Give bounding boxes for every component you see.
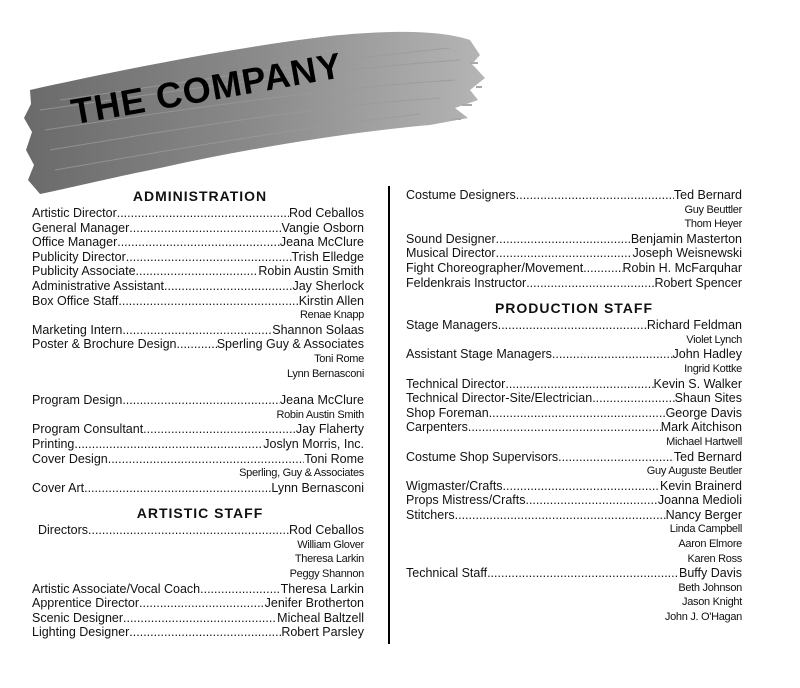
credit-name: Trish Elledge [291,249,364,264]
credit-role: Publicity Director [32,249,126,264]
credit-name: Toni Rome [304,451,364,466]
credit-name: Nancy Berger [665,507,742,522]
credit-line [32,279,368,294]
credit-role: Stage Managers [406,318,498,333]
dot-leader [164,279,292,294]
credit-line [406,420,742,435]
credit-role: Lighting Designer [32,625,130,640]
credit-additional-name: Theresa Larkin [294,553,364,566]
credit-role: Sound Designer [406,231,496,246]
credit-additional-name: Beth Johnson [678,581,742,594]
left-column [32,188,368,640]
credit-line [32,625,368,640]
credit-role: Printing [32,436,75,451]
credit-role: Costume Shop Supervisors [406,449,559,464]
credit-name: Robert Spencer [654,275,742,290]
credit-line [406,493,742,508]
page-title: THE COMPANY [68,44,346,133]
credit-role: Technical Staff [406,566,488,581]
credit-additional-name: Lynn Bernasconi [286,367,364,380]
dot-leader [139,596,265,611]
credit-name: Mark Aitchison [660,420,742,435]
dot-leader [88,523,289,538]
credit-line [32,337,368,352]
credit-name: Jay Sherlock [292,278,364,293]
credit-additional-name: Michael Hartwell [666,435,742,448]
credit-name: Theresa Larkin [280,581,364,596]
administration-list [32,206,368,381]
credit-role: Cover Design [32,451,108,466]
administration-heading: ADMINISTRATION [132,188,268,204]
credit-line [406,261,742,276]
credit-additional-name: Guy Beuttler [684,203,742,216]
credit-name: Micheal Baltzell [277,610,364,625]
credit-role: Musical Director [406,246,496,261]
credit-name: Buffy Davis [679,566,742,581]
credit-line [32,452,368,467]
credit-line [32,481,368,496]
credit-role: Publicity Associate [32,264,136,279]
credit-role: Directors [38,523,89,538]
credit-name: Kirstin Allen [298,293,364,308]
dot-leader [84,481,271,496]
dot-leader [592,391,674,406]
dot-leader [489,406,666,421]
credit-role: Assistant Stage Managers [406,347,552,362]
credit-additional-name: Renae Knapp [300,309,364,322]
dot-leader [455,508,666,523]
credit-name: Jeana McClure [279,393,364,408]
artistic-staff-list [32,523,368,640]
credit-line [406,377,742,392]
credit-role: Wigmaster/Crafts [406,478,503,493]
dot-leader [503,479,660,494]
dot-leader [122,323,272,338]
credit-name: Robin H. McFarquhar [622,260,742,275]
dot-leader [505,377,653,392]
credit-role: Program Design [32,393,123,408]
credit-role: Program Consultant [32,422,144,437]
credit-additional-name: Peggy Shannon [289,568,364,581]
credit-role: Artistic Director [32,206,117,220]
dot-leader [487,566,679,581]
credit-role: Fight Choreographer/Movement [406,260,584,275]
credit-name: Ted Bernard [673,188,742,202]
dot-leader [122,393,280,408]
credit-name: Shaun Sites [674,391,742,406]
credit-line [406,246,742,261]
credit-name: Joslyn Morris, Inc. [263,436,364,451]
credit-name: Kevin S. Walker [653,376,742,391]
credit-name: Jenifer Brotherton [264,596,364,611]
credit-line [406,276,742,291]
dot-leader [200,582,280,597]
dot-leader [129,625,281,640]
credit-name: Benjamin Masterton [630,231,742,246]
credit-name: Robin Austin Smith [258,264,364,279]
credit-name: Sperling Guy & Associates [216,337,364,352]
credit-line [406,347,742,362]
credit-line [406,406,742,421]
dot-leader [117,235,280,250]
dot-leader [468,420,661,435]
credit-additional-name: Ingrid Kottke [684,362,742,375]
credit-role: Poster & Brochure Design [32,337,177,352]
dot-leader [516,188,674,203]
credit-name: Joanna Medioli [657,493,742,508]
administration-list-2 [32,393,368,495]
credit-line [32,235,368,250]
dot-leader [496,232,631,247]
dot-leader [496,246,633,261]
credit-role: Office Manager [32,235,118,250]
dot-leader [118,294,298,309]
credit-name: Rod Ceballos [288,206,364,220]
credit-name: Kevin Brainerd [660,478,742,493]
credit-role: Technical Director [406,376,506,391]
credit-additional-name: Violet Lynch [686,333,742,346]
dot-leader [525,493,657,508]
dot-leader [117,206,289,221]
credit-name: Shannon Solaas [272,322,364,337]
dot-leader [126,250,292,265]
credit-additional-name: Aaron Elmore [678,538,742,551]
credit-name: Lynn Bernasconi [271,480,364,495]
credit-name: Richard Feldman [646,318,742,333]
credit-role: Box Office Staff [32,293,119,308]
credit-line [32,250,368,265]
dot-leader [177,337,217,352]
credit-additional-name: Thom Heyer [684,218,742,231]
production-staff-list [406,318,742,624]
credit-role: Costume Designers [406,188,516,202]
credit-name: George Davis [665,405,742,420]
credit-role: Carpenters [406,420,468,435]
credit-role: Apprentice Director [32,596,139,611]
credit-line [32,221,368,236]
credit-line [32,264,368,279]
credit-line [406,450,742,465]
credit-line [32,523,368,538]
dot-leader [123,611,277,626]
credit-role: Shop Foreman [406,405,489,420]
credit-role: Props Mistress/Crafts [406,493,526,508]
credit-role: Administrative Assistant [32,278,164,293]
credit-name: Robert Parsley [281,625,364,640]
production-staff-heading: PRODUCTION STAFF [494,300,654,317]
credit-name: Jay Flaherty [295,422,364,437]
credit-role: General Manager [32,220,130,235]
credit-role: Technical Director-Site/Electrician [406,391,593,406]
dot-leader [143,422,296,437]
credit-line [32,422,368,437]
credit-additional-name: Sperling, Guy & Associates [239,467,364,480]
credit-role: Cover Art [32,480,85,495]
credit-line [32,323,368,338]
credit-line [32,611,368,626]
credit-line [32,437,368,452]
credit-name: Ted Bernard [673,449,742,464]
dot-leader [498,318,647,333]
dot-leader [74,437,263,452]
credit-role: Feldenkrais Instructor [406,275,527,290]
dot-leader [136,264,259,279]
credit-line [32,582,368,597]
credit-additional-name: Guy Auguste Beutler [646,465,742,478]
credit-additional-name: Linda Campbell [669,523,742,536]
credit-name: Rod Ceballos [288,523,364,538]
credit-line [406,318,742,333]
credit-line [32,393,368,408]
credit-line [406,479,742,494]
credit-additional-name: William Glover [297,538,364,551]
credit-additional-name: John J. O'Hagan [664,611,742,624]
credit-name: Jeana McClure [279,235,364,250]
credit-line [406,232,742,247]
credit-name: Joseph Weisnewski [632,246,742,261]
credit-additional-name: Toni Rome [314,352,364,365]
dot-leader [108,452,305,467]
credit-line [406,508,742,523]
dot-leader [526,276,654,291]
credit-line [32,294,368,309]
dot-leader [583,261,622,276]
credit-name: John Hadley [672,347,742,362]
dot-leader [552,347,673,362]
credit-role: Artistic Associate/Vocal Coach [32,581,201,596]
credit-line [406,566,742,581]
credit-line [406,391,742,406]
credit-additional-name: Karen Ross [687,552,742,565]
credit-name: Vangie Osborn [281,220,364,235]
credit-role: Marketing Intern [32,322,123,337]
artistic-staff-heading: ARTISTIC STAFF [136,505,264,522]
dot-leader [558,450,674,465]
credit-line [32,596,368,611]
credit-role: Scenic Designer [32,610,124,625]
dot-leader [129,221,281,236]
credit-role: Stitchers [406,507,455,522]
design-staff-list [406,188,742,290]
credit-additional-name: Jason Knight [682,596,742,609]
credit-line [406,188,742,203]
credit-line [32,206,368,221]
column-divider [388,186,390,644]
right-column [406,188,742,625]
credit-additional-name: Robin Austin Smith [276,408,364,421]
